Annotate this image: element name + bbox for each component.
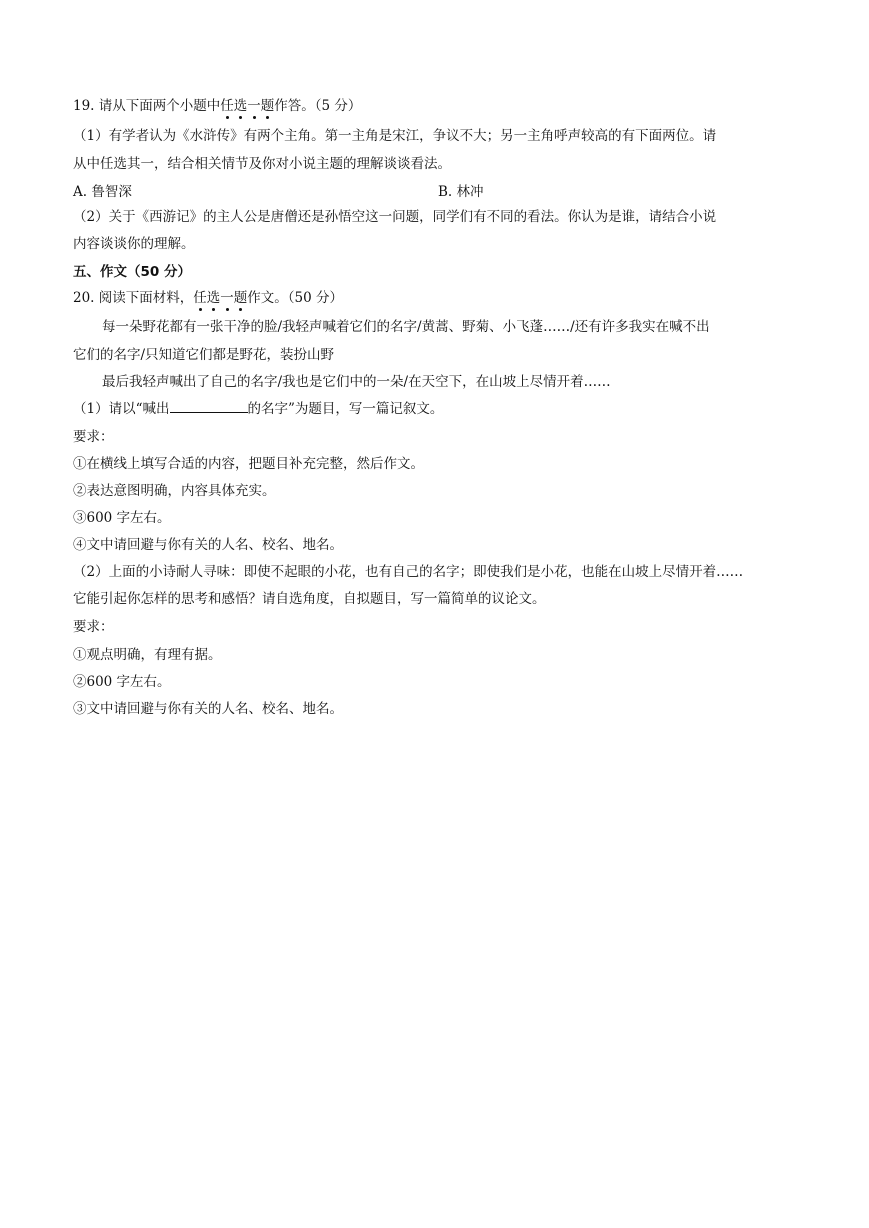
emphasis-char: 一 <box>220 290 234 306</box>
requirement-label: 要求： <box>73 429 114 445</box>
emphasis-char: 任 <box>193 290 207 306</box>
emphasis-char: 选 <box>206 290 221 306</box>
q19-option-b: B. 林冲 <box>438 184 484 200</box>
requirement-item: ④文中请回避与你有关的人名、校名、地名。 <box>73 537 343 553</box>
fill-in-blank <box>170 400 248 413</box>
requirement-label: 要求： <box>73 619 114 635</box>
emphasis-char: 一 <box>247 98 261 114</box>
q19-part2-line1: （2）关于《西游记》的主人公是唐僧还是孙悟空这一问题，同学们有不同的看法。你认为是谁，请结合小说 <box>73 209 717 225</box>
requirement-item: ③文中请回避与你有关的人名、校名、地名。 <box>73 701 343 717</box>
emphasis-char: 选 <box>233 98 248 114</box>
requirement-item: ①在横线上填写合适的内容，把题目补充完整，然后作文。 <box>73 456 424 472</box>
q19-part1-line1: （1）有学者认为《水浒传》有两个主角。第一主角是宋江，争议不大；另一主角呼声较高的有下面两位。请 <box>73 128 717 144</box>
poem-line: 最后我轻声喊出了自己的名字/我也是它们中的一朵/在天空下，在山坡上尽情开着…… <box>102 374 611 390</box>
section-title: 五、作文（50 分） <box>73 264 191 280</box>
requirement-item: ①观点明确，有理有据。 <box>73 647 222 663</box>
q19-option-a: A. 鲁智深 <box>73 184 132 200</box>
requirement-item: ③600 字左右。 <box>73 510 171 526</box>
q19-stem: 19. 请从下面两个小题中任选一题作答。（5 分） <box>73 98 362 114</box>
emphasis-char: 题 <box>260 98 275 114</box>
q19-part2-line2: 内容谈谈你的理解。 <box>73 236 195 252</box>
q20-stem: 20. 阅读下面材料，任选一题作文。（50 分） <box>73 290 343 306</box>
poem-line: 每一朵野花都有一张干净的脸/我轻声喊着它们的名字/黄蒿、野菊、小飞蓬……/还有许多我实在喊不出 <box>102 319 710 335</box>
q20-topic1: （1）请以“喊出 的名字”为题目，写一篇记叙文。 <box>73 401 444 417</box>
requirement-item: ②600 字左右。 <box>73 674 171 690</box>
emphasis-char: 任 <box>220 98 234 114</box>
q20-topic2-line2: 它能引起你怎样的思考和感悟？请自选角度，自拟题目，写一篇简单的议论文。 <box>73 591 546 607</box>
q20-topic2-line1: （2）上面的小诗耐人寻味：即使不起眼的小花，也有自己的名字；即使我们是小花，也能在山坡上尽情开着…… <box>73 564 744 580</box>
poem-line: 它们的名字/只知道它们都是野花，装扮山野 <box>73 347 335 363</box>
requirement-item: ②表达意图明确，内容具体充实。 <box>73 483 276 499</box>
q19-part1-line2: 从中任选其一，结合相关情节及你对小说主题的理解谈谈看法。 <box>73 156 451 172</box>
emphasis-char: 题 <box>233 290 248 306</box>
